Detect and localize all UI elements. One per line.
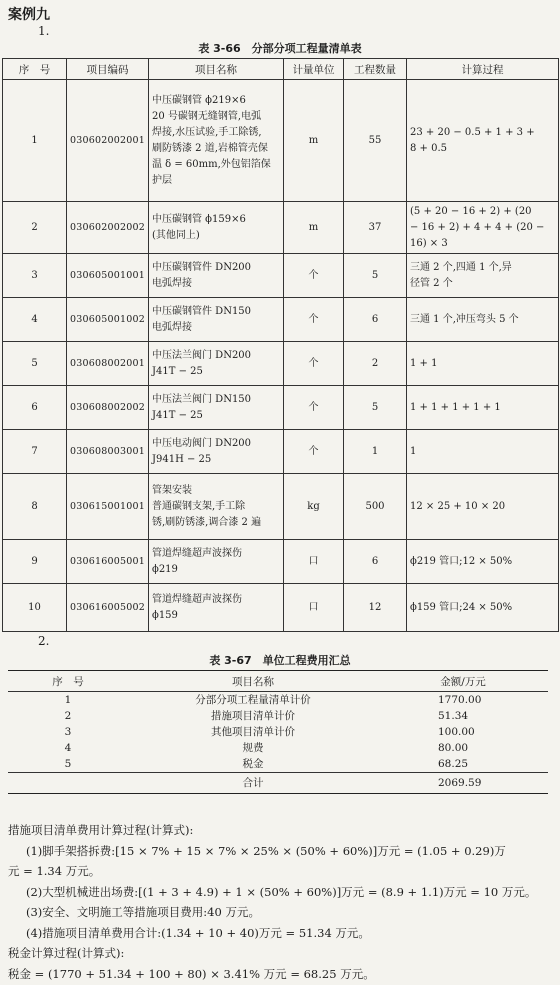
item-name-line: 中压法兰阀门 DN200 xyxy=(152,349,252,361)
calculation-line: 1 + 1 xyxy=(410,357,438,369)
item-name-line: J41T − 25 xyxy=(152,409,203,421)
table-2-caption: 表 3-67 单位工程费用汇总 xyxy=(209,654,351,667)
item-name: 其他项目清单计价 xyxy=(211,726,295,738)
item-name-line: 中压法兰阀门 DN150 xyxy=(152,393,252,405)
row-number: 8 xyxy=(3,474,67,540)
unit: kg xyxy=(284,474,344,540)
total-label: 合计 xyxy=(128,773,378,794)
table-row xyxy=(3,254,559,298)
row-number: 7 xyxy=(3,430,67,474)
table-header-row xyxy=(8,671,548,692)
calculation-line: ϕ219 管口;12 × 50% xyxy=(410,555,513,567)
item-name-line: 刷防锈漆 2 道,岩棉管壳保 xyxy=(152,142,268,154)
quantity: 55 xyxy=(344,80,407,202)
header-name: 项目名称 xyxy=(149,59,284,80)
note-line: (4)措施项目清单费用合计:(1.34 + 10 + 40)万元 = 51.34 万元。 xyxy=(26,925,370,940)
calculation xyxy=(407,540,559,584)
calculation-line: 12 × 25 + 10 × 20 xyxy=(410,500,506,512)
row-number: 10 xyxy=(3,584,67,632)
item-name-line: J41T − 25 xyxy=(152,365,203,377)
work-quantity-table xyxy=(2,58,559,632)
item-code: 030602002001 xyxy=(67,80,149,202)
calculation xyxy=(407,202,559,254)
header-no: 序 号 xyxy=(3,59,67,80)
item-name-line: 中压碳钢管件 DN200 xyxy=(152,261,252,273)
calculation-line: 1 + 1 + 1 + 1 + 1 xyxy=(410,401,501,413)
calculation-line: 三通 1 个,冲压弯头 5 个 xyxy=(410,313,519,325)
table-1-caption: 表 3-66 分部分项工程量清单表 xyxy=(198,42,362,55)
item-name-line: 管道焊缝超声波探伤 xyxy=(152,547,242,559)
calculation xyxy=(407,342,559,386)
calculation-line: 1 xyxy=(410,445,417,457)
item-name-line: 焊接,水压试验,手工除锈, xyxy=(152,126,262,138)
section-2-number: 2. xyxy=(38,634,50,648)
item-name-line: 管道焊缝超声波探伤 xyxy=(152,593,242,605)
section-1-number: 1. xyxy=(38,24,50,38)
item-name-line: 电弧焊接 xyxy=(152,277,192,289)
case-title: 案例九 xyxy=(8,7,50,23)
table-row xyxy=(8,740,548,756)
calculation xyxy=(407,254,559,298)
item-name: 规费 xyxy=(242,742,264,754)
calculation-notes xyxy=(8,820,558,984)
amount: 1770.00 xyxy=(438,694,482,706)
row-number: 9 xyxy=(3,540,67,584)
header-item-name: 项目名称 xyxy=(128,671,378,692)
table-row xyxy=(8,708,548,724)
header-amount: 金额/万元 xyxy=(378,671,548,692)
amount: 100.00 xyxy=(438,726,475,738)
item-name xyxy=(149,80,284,202)
calculation xyxy=(407,80,559,202)
table-row xyxy=(3,202,559,254)
calculation-line: 三通 2 个,四通 1 个,异 xyxy=(410,261,512,273)
header-code: 项目编码 xyxy=(67,59,149,80)
item-code: 030616005002 xyxy=(67,584,149,632)
item-name xyxy=(149,202,284,254)
quantity: 500 xyxy=(344,474,407,540)
calculation-line: ϕ159 管口;24 × 50% xyxy=(410,601,513,613)
calculation-line: 8 + 0.5 xyxy=(410,142,448,154)
total-row xyxy=(8,773,548,794)
item-code: 030605001001 xyxy=(67,254,149,298)
unit: 口 xyxy=(284,584,344,632)
item-name xyxy=(149,430,284,474)
item-name-line: ϕ159 xyxy=(152,609,178,621)
unit: 个 xyxy=(284,342,344,386)
item-code: 030605001002 xyxy=(67,298,149,342)
note-heading: 税金计算过程(计算式): xyxy=(8,946,125,960)
unit: 个 xyxy=(284,386,344,430)
row-number: 1 xyxy=(3,80,67,202)
item-code: 030608003001 xyxy=(67,430,149,474)
table-row xyxy=(8,756,548,773)
table-row xyxy=(3,80,559,202)
unit: 口 xyxy=(284,540,344,584)
item-name-line: 管架安装 xyxy=(152,484,192,496)
unit: 个 xyxy=(284,430,344,474)
calculation xyxy=(407,386,559,430)
quantity: 37 xyxy=(344,202,407,254)
row-number: 6 xyxy=(3,386,67,430)
table-row xyxy=(3,540,559,584)
table-row xyxy=(8,724,548,740)
note-line: 元 = 1.34 万元。 xyxy=(8,864,101,878)
unit: m xyxy=(284,80,344,202)
row-number: 3 xyxy=(3,254,67,298)
item-name-line: 中压碳钢管 ϕ219×6 xyxy=(152,94,246,106)
item-code: 030608002002 xyxy=(67,386,149,430)
note-line: (2)大型机械进出场费:[(1 + 3 + 4.9) + 1 × (50% + 60%)]万元 = (8.9 + 1.1)万元 = 10 万元。 xyxy=(26,884,537,899)
item-name: 措施项目清单计价 xyxy=(211,710,295,722)
amount: 51.34 xyxy=(438,710,469,722)
note-heading: 措施项目清单费用计算过程(计算式): xyxy=(8,823,194,837)
amount: 80.00 xyxy=(438,742,469,754)
table-header-row xyxy=(3,59,559,80)
header-qty: 工程数量 xyxy=(344,59,407,80)
unit: m xyxy=(284,202,344,254)
table-row xyxy=(3,584,559,632)
table-row xyxy=(3,342,559,386)
item-code: 030602002002 xyxy=(67,202,149,254)
item-code: 030616005001 xyxy=(67,540,149,584)
calculation-line: − 16 + 2) + 4 + 4 + (20 − xyxy=(410,221,545,233)
item-name-line: 锈,刷防锈漆,调合漆 2 遍 xyxy=(152,516,262,528)
quantity: 2 xyxy=(344,342,407,386)
note-line: (1)脚手架搭拆费:[15 × 7% + 15 × 7% × 25% × (50% + 60%)]万元 = (1.05 + 0.29)万 xyxy=(26,843,506,858)
row-number: 2 xyxy=(64,710,72,722)
note-line: 税金 = (1770 + 51.34 + 100 + 80) × 3.41% 万元 = 68.25 万元。 xyxy=(8,966,375,981)
item-name-line: 普通碳钢支架,手工除 xyxy=(152,500,246,512)
quantity: 5 xyxy=(344,386,407,430)
item-name xyxy=(149,254,284,298)
item-name xyxy=(149,298,284,342)
item-name-line: J941H − 25 xyxy=(152,453,212,465)
item-name: 分部分项工程量清单计价 xyxy=(195,694,311,706)
cost-summary-table xyxy=(8,670,548,794)
item-code: 030615001001 xyxy=(67,474,149,540)
calculation-line: (5 + 20 − 16 + 2) + (20 xyxy=(410,205,532,217)
item-name-line: 中压电动阀门 DN200 xyxy=(152,437,252,449)
item-name-line: 电弧焊接 xyxy=(152,321,192,333)
calculation-line: 16) × 3 xyxy=(410,237,448,249)
item-name-line: 20 号碳钢无缝钢管,电弧 xyxy=(152,110,262,122)
row-number: 5 xyxy=(64,758,72,770)
row-number: 1 xyxy=(64,694,72,706)
unit: 个 xyxy=(284,298,344,342)
item-name xyxy=(149,540,284,584)
header-calc: 计算过程 xyxy=(407,59,559,80)
amount: 68.25 xyxy=(438,758,469,770)
table-row xyxy=(3,430,559,474)
quantity: 1 xyxy=(344,430,407,474)
total-amount: 2069.59 xyxy=(378,773,548,794)
row-number: 4 xyxy=(3,298,67,342)
table-row xyxy=(3,386,559,430)
table-row xyxy=(3,474,559,540)
calculation xyxy=(407,474,559,540)
row-number: 2 xyxy=(3,202,67,254)
calculation xyxy=(407,584,559,632)
item-name-line: 护层 xyxy=(152,174,172,186)
header-unit: 计量单位 xyxy=(284,59,344,80)
row-number: 5 xyxy=(3,342,67,386)
quantity: 6 xyxy=(344,540,407,584)
calculation-line: 径管 2 个 xyxy=(410,277,453,289)
item-name-line: 中压碳钢管件 DN150 xyxy=(152,305,252,317)
item-name xyxy=(149,386,284,430)
table-row xyxy=(8,692,548,709)
table-row xyxy=(3,298,559,342)
calculation xyxy=(407,298,559,342)
calculation xyxy=(407,430,559,474)
row-number: 3 xyxy=(64,726,72,738)
note-line: (3)安全、文明施工等措施项目费用:40 万元。 xyxy=(26,905,260,919)
item-name xyxy=(149,342,284,386)
quantity: 12 xyxy=(344,584,407,632)
item-name-line: 中压碳钢管 ϕ159×6 xyxy=(152,213,246,225)
item-name xyxy=(149,474,284,540)
calculation-line: 23 + 20 − 0.5 + 1 + 3 + xyxy=(410,126,535,138)
quantity: 5 xyxy=(344,254,407,298)
item-name: 税金 xyxy=(242,758,264,770)
item-name-line: 温 δ = 60mm,外包铝箔保 xyxy=(152,158,271,170)
unit: 个 xyxy=(284,254,344,298)
quantity: 6 xyxy=(344,298,407,342)
total-spacer xyxy=(8,773,128,794)
item-code: 030608002001 xyxy=(67,342,149,386)
item-name xyxy=(149,584,284,632)
item-name-line: ϕ219 xyxy=(152,563,178,575)
item-name-line: (其他同上) xyxy=(152,229,200,241)
row-number: 4 xyxy=(64,742,72,754)
header-no: 序 号 xyxy=(8,671,128,692)
